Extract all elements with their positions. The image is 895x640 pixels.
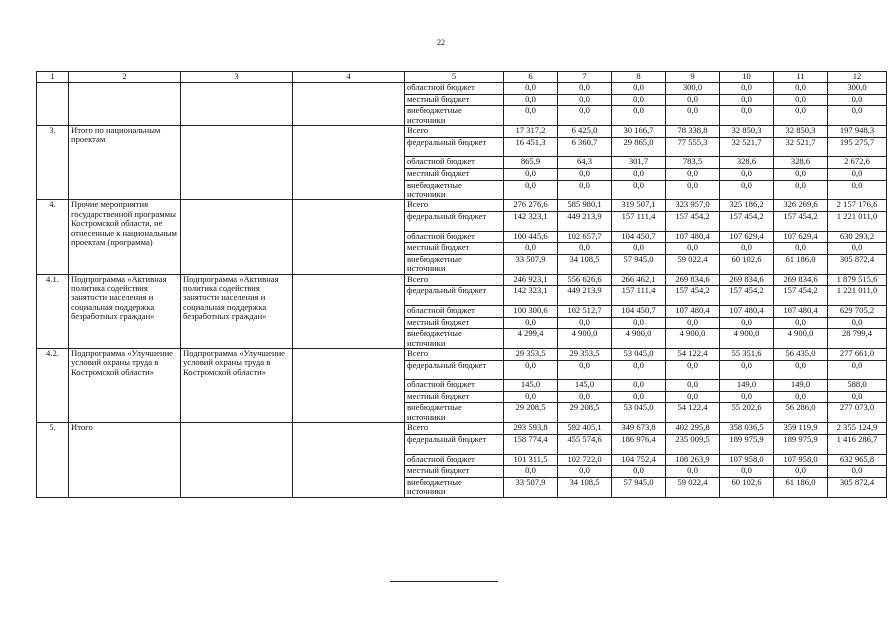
funding-source: Всего	[405, 200, 504, 212]
value-cell: 142 323,1	[504, 286, 558, 306]
value-cell: 0,0	[720, 391, 774, 403]
value-cell: 1 221 011,0	[828, 211, 887, 231]
value-cell: 104 450,7	[612, 305, 666, 317]
value-cell: 1 416 286,7	[828, 434, 887, 454]
value-cell: 29 208,5	[504, 403, 558, 423]
value-cell: 107 480,4	[666, 231, 720, 243]
value-cell: 195 275,7	[828, 137, 887, 157]
value-cell: 865,9	[504, 157, 558, 169]
value-cell: 0,0	[828, 94, 887, 106]
value-cell: 0,0	[666, 180, 720, 200]
value-cell: 632 965,8	[828, 454, 887, 466]
value-cell: 305 872,4	[828, 254, 887, 274]
value-cell: 32 521,7	[720, 137, 774, 157]
value-cell: 29 208,5	[558, 403, 612, 423]
funding-source: местный бюджет	[405, 168, 504, 180]
value-cell: 629 705,2	[828, 305, 887, 317]
value-cell: 0,0	[828, 391, 887, 403]
value-cell: 0,0	[666, 317, 720, 329]
value-cell: 4 299,4	[504, 329, 558, 349]
value-cell: 61 186,0	[774, 254, 828, 274]
page-number: 22	[437, 38, 445, 47]
funding-source: внебюджетные источники	[405, 106, 504, 126]
value-cell: 0,0	[558, 94, 612, 106]
value-cell: 0,0	[666, 168, 720, 180]
column-header: 5	[405, 72, 504, 83]
funding-source: местный бюджет	[405, 317, 504, 329]
value-cell: 0,0	[774, 168, 828, 180]
value-cell: 189 975,9	[720, 434, 774, 454]
value-cell: 157 454,2	[666, 286, 720, 306]
value-cell: 0,0	[612, 317, 666, 329]
value-cell: 349 673,8	[612, 423, 666, 435]
value-cell: 60 102,6	[720, 254, 774, 274]
column-header: 9	[666, 72, 720, 83]
funding-source: федеральный бюджет	[405, 286, 504, 306]
value-cell: 0,0	[720, 466, 774, 478]
table-row	[37, 423, 887, 435]
value-cell: 149,0	[720, 380, 774, 392]
value-cell: 104 752,4	[612, 454, 666, 466]
value-cell: 157 454,2	[774, 211, 828, 231]
funding-source: местный бюджет	[405, 391, 504, 403]
value-cell: 0,0	[666, 360, 720, 380]
value-cell: 277 661,0	[828, 348, 887, 360]
value-cell: 0,0	[720, 243, 774, 255]
row-number: 4.	[37, 200, 69, 274]
funding-source: федеральный бюджет	[405, 360, 504, 380]
value-cell: 56 435,0	[774, 348, 828, 360]
value-cell: 107 629,4	[720, 231, 774, 243]
value-cell: 107 629,4	[774, 231, 828, 243]
value-cell: 107 480,4	[720, 305, 774, 317]
value-cell: 449 213,9	[558, 211, 612, 231]
value-cell: 145,0	[558, 380, 612, 392]
footer-divider	[390, 581, 498, 582]
value-cell: 0,0	[504, 180, 558, 200]
value-cell: 197 948,3	[828, 126, 887, 138]
row-name: Подпрограмма «Активная политика содействия занятости населения и социальная поддержка безработных граждан»	[69, 274, 181, 348]
column-header: 2	[69, 72, 181, 83]
value-cell: 300,0	[828, 83, 887, 95]
value-cell: 0,0	[504, 360, 558, 380]
value-cell: 34 108,5	[558, 254, 612, 274]
value-cell: 0,0	[828, 243, 887, 255]
value-cell: 1 879 515,6	[828, 274, 887, 286]
value-cell: 0,0	[774, 180, 828, 200]
row-col4	[293, 274, 405, 348]
value-cell: 145,0	[504, 380, 558, 392]
column-header: 3	[181, 72, 293, 83]
value-cell: 56 286,0	[774, 403, 828, 423]
value-cell: 319 507,1	[612, 200, 666, 212]
value-cell: 29 353,5	[504, 348, 558, 360]
value-cell: 158 774,4	[504, 434, 558, 454]
value-cell: 55 351,6	[720, 348, 774, 360]
value-cell: 157 454,2	[720, 211, 774, 231]
value-cell: 0,0	[720, 317, 774, 329]
value-cell: 4 900,0	[666, 329, 720, 349]
column-header: 11	[774, 72, 828, 83]
table-row	[37, 274, 887, 286]
value-cell: 4 900,0	[612, 329, 666, 349]
value-cell: 0,0	[666, 94, 720, 106]
value-cell: 107 958,0	[774, 454, 828, 466]
value-cell: 186 976,4	[612, 434, 666, 454]
funding-source: Всего	[405, 423, 504, 435]
value-cell: 0,0	[828, 168, 887, 180]
value-cell: 323 957,0	[666, 200, 720, 212]
value-cell: 157 454,2	[774, 286, 828, 306]
value-cell: 102 512,7	[558, 305, 612, 317]
value-cell: 0,0	[504, 83, 558, 95]
value-cell: 6 425,0	[558, 126, 612, 138]
value-cell: 0,0	[612, 180, 666, 200]
value-cell: 33 507,9	[504, 477, 558, 497]
value-cell: 2 157 176,6	[828, 200, 887, 212]
row-col4	[293, 348, 405, 422]
row-executor	[181, 423, 293, 497]
value-cell: 55 202,6	[720, 403, 774, 423]
value-cell: 0,0	[666, 380, 720, 392]
value-cell: 17 317,2	[504, 126, 558, 138]
value-cell: 78 338,8	[666, 126, 720, 138]
value-cell: 0,0	[774, 466, 828, 478]
column-header: 6	[504, 72, 558, 83]
value-cell: 4 900,0	[774, 329, 828, 349]
value-cell: 32 850,3	[774, 126, 828, 138]
value-cell: 0,0	[558, 317, 612, 329]
value-cell: 16 451,3	[504, 137, 558, 157]
table-row	[37, 126, 887, 138]
value-cell: 0,0	[828, 317, 887, 329]
funding-source: Всего	[405, 348, 504, 360]
value-cell: 29 865,0	[612, 137, 666, 157]
row-col4	[293, 423, 405, 497]
funding-source: федеральный бюджет	[405, 434, 504, 454]
value-cell: 0,0	[612, 466, 666, 478]
value-cell: 53 045,0	[612, 348, 666, 360]
funding-source: федеральный бюджет	[405, 137, 504, 157]
header-row	[37, 72, 887, 83]
value-cell: 32 521,7	[774, 137, 828, 157]
funding-source: внебюджетные источники	[405, 254, 504, 274]
row-col4	[293, 200, 405, 274]
value-cell: 107 958,0	[720, 454, 774, 466]
funding-source: областной бюджет	[405, 454, 504, 466]
value-cell: 277 073,0	[828, 403, 887, 423]
value-cell: 0,0	[612, 168, 666, 180]
column-header: 1	[37, 72, 69, 83]
funding-source: внебюджетные источники	[405, 403, 504, 423]
value-cell: 293 593,8	[504, 423, 558, 435]
value-cell: 0,0	[720, 106, 774, 126]
value-cell: 0,0	[558, 180, 612, 200]
table-row	[37, 348, 887, 360]
value-cell: 0,0	[558, 466, 612, 478]
value-cell: 266 462,1	[612, 274, 666, 286]
value-cell: 235 009,5	[666, 434, 720, 454]
value-cell: 0,0	[612, 380, 666, 392]
value-cell: 28 799,4	[828, 329, 887, 349]
value-cell: 0,0	[504, 466, 558, 478]
value-cell: 33 507,9	[504, 254, 558, 274]
value-cell: 0,0	[612, 106, 666, 126]
column-header: 12	[828, 72, 887, 83]
value-cell: 6 360,7	[558, 137, 612, 157]
value-cell: 449 213,9	[558, 286, 612, 306]
funding-source: местный бюджет	[405, 94, 504, 106]
value-cell: 0,0	[612, 83, 666, 95]
funding-source: областной бюджет	[405, 305, 504, 317]
value-cell: 0,0	[774, 360, 828, 380]
funding-source: федеральный бюджет	[405, 211, 504, 231]
value-cell: 0,0	[558, 391, 612, 403]
value-cell: 0,0	[720, 168, 774, 180]
value-cell: 64,3	[558, 157, 612, 169]
value-cell: 189 975,9	[774, 434, 828, 454]
value-cell: 2 672,6	[828, 157, 887, 169]
funding-source: областной бюджет	[405, 380, 504, 392]
value-cell: 61 186,0	[774, 477, 828, 497]
value-cell: 0,0	[828, 180, 887, 200]
funding-source: областной бюджет	[405, 83, 504, 95]
funding-source: областной бюджет	[405, 231, 504, 243]
value-cell: 0,0	[612, 243, 666, 255]
funding-source: Всего	[405, 126, 504, 138]
value-cell: 300,0	[666, 83, 720, 95]
row-name: Итого	[69, 423, 181, 497]
table-row	[37, 200, 887, 212]
value-cell: 402 295,8	[666, 423, 720, 435]
value-cell: 0,0	[774, 391, 828, 403]
value-cell: 104 450,7	[612, 231, 666, 243]
value-cell: 53 045,0	[612, 403, 666, 423]
value-cell: 0,0	[666, 243, 720, 255]
value-cell: 585 980,1	[558, 200, 612, 212]
column-header: 7	[558, 72, 612, 83]
funding-source: областной бюджет	[405, 157, 504, 169]
value-cell: 102 722,0	[558, 454, 612, 466]
value-cell: 269 834,6	[666, 274, 720, 286]
value-cell: 157 111,4	[612, 211, 666, 231]
value-cell: 0,0	[720, 94, 774, 106]
value-cell: 0,0	[612, 94, 666, 106]
budget-table	[36, 71, 887, 498]
column-header: 8	[612, 72, 666, 83]
value-cell: 32 850,3	[720, 126, 774, 138]
row-name	[69, 83, 181, 126]
value-cell: 101 311,5	[504, 454, 558, 466]
value-cell: 0,0	[720, 83, 774, 95]
value-cell: 142 323,1	[504, 211, 558, 231]
value-cell: 100 445,6	[504, 231, 558, 243]
row-number: 4.1.	[37, 274, 69, 348]
row-name: Подпрограмма «Улучшение условий охраны труда в Костромской области»	[69, 348, 181, 422]
value-cell: 0,0	[774, 243, 828, 255]
value-cell: 2 355 124,9	[828, 423, 887, 435]
value-cell: 276 276,6	[504, 200, 558, 212]
value-cell: 588,0	[828, 380, 887, 392]
value-cell: 783,5	[666, 157, 720, 169]
value-cell: 0,0	[558, 83, 612, 95]
value-cell: 59 022,4	[666, 254, 720, 274]
table-row	[37, 83, 887, 95]
value-cell: 326 269,6	[774, 200, 828, 212]
row-executor: Подпрограмма «Активная политика содействия занятости населения и социальная поддержка безработных граждан»	[181, 274, 293, 348]
row-executor: Подпрограмма «Улучшение условий охраны труда в Костромской области»	[181, 348, 293, 422]
row-name: Итого по национальным проектам	[69, 126, 181, 200]
value-cell: 107 480,4	[774, 305, 828, 317]
funding-source: Всего	[405, 274, 504, 286]
row-executor	[181, 200, 293, 274]
value-cell: 77 555,3	[666, 137, 720, 157]
row-number: 3.	[37, 126, 69, 200]
value-cell: 57 945,0	[612, 477, 666, 497]
value-cell: 149,0	[774, 380, 828, 392]
value-cell: 34 108,5	[558, 477, 612, 497]
value-cell: 0,0	[720, 180, 774, 200]
value-cell: 0,0	[666, 391, 720, 403]
value-cell: 358 036,5	[720, 423, 774, 435]
value-cell: 556 626,6	[558, 274, 612, 286]
value-cell: 0,0	[666, 466, 720, 478]
row-number: 5.	[37, 423, 69, 497]
row-number: 4.2.	[37, 348, 69, 422]
value-cell: 246 923,1	[504, 274, 558, 286]
value-cell: 269 834,6	[774, 274, 828, 286]
value-cell: 0,0	[774, 94, 828, 106]
value-cell: 59 022,4	[666, 477, 720, 497]
value-cell: 157 111,4	[612, 286, 666, 306]
funding-source: внебюджетные источники	[405, 477, 504, 497]
value-cell: 305 872,4	[828, 477, 887, 497]
value-cell: 0,0	[774, 106, 828, 126]
value-cell: 359 119,9	[774, 423, 828, 435]
value-cell: 157 454,2	[720, 286, 774, 306]
row-number	[37, 83, 69, 126]
row-col4	[293, 126, 405, 200]
value-cell: 29 353,5	[558, 348, 612, 360]
value-cell: 328,6	[774, 157, 828, 169]
funding-source: внебюджетные источники	[405, 180, 504, 200]
value-cell: 0,0	[504, 106, 558, 126]
value-cell: 4 900,0	[558, 329, 612, 349]
row-executor	[181, 126, 293, 200]
value-cell: 630 293,2	[828, 231, 887, 243]
value-cell: 0,0	[558, 360, 612, 380]
value-cell: 455 574,6	[558, 434, 612, 454]
value-cell: 157 454,2	[666, 211, 720, 231]
value-cell: 269 834,6	[720, 274, 774, 286]
value-cell: 0,0	[828, 106, 887, 126]
value-cell: 592 405,1	[558, 423, 612, 435]
value-cell: 54 122,4	[666, 403, 720, 423]
value-cell: 0,0	[666, 106, 720, 126]
value-cell: 0,0	[612, 360, 666, 380]
value-cell: 60 102,6	[720, 477, 774, 497]
value-cell: 0,0	[720, 360, 774, 380]
column-header: 10	[720, 72, 774, 83]
value-cell: 54 122,4	[666, 348, 720, 360]
value-cell: 0,0	[774, 83, 828, 95]
value-cell: 0,0	[558, 106, 612, 126]
value-cell: 102 657,7	[558, 231, 612, 243]
funding-source: внебюджетные источники	[405, 329, 504, 349]
value-cell: 57 945,0	[612, 254, 666, 274]
value-cell: 108 263,9	[666, 454, 720, 466]
value-cell: 107 480,4	[666, 305, 720, 317]
value-cell: 328,6	[720, 157, 774, 169]
value-cell: 100 300,6	[504, 305, 558, 317]
value-cell: 1 221 011,0	[828, 286, 887, 306]
row-name: Прочие мероприятия государственной программы Костромской области, не отнесенные к национальным проектам (программа)	[69, 200, 181, 274]
value-cell: 0,0	[558, 243, 612, 255]
value-cell: 0,0	[828, 360, 887, 380]
funding-source: местный бюджет	[405, 466, 504, 478]
value-cell: 0,0	[504, 391, 558, 403]
value-cell: 0,0	[504, 243, 558, 255]
value-cell: 4 900,0	[720, 329, 774, 349]
value-cell: 325 186,2	[720, 200, 774, 212]
row-executor	[181, 83, 293, 126]
row-col4	[293, 83, 405, 126]
value-cell: 0,0	[558, 168, 612, 180]
value-cell: 0,0	[504, 317, 558, 329]
value-cell: 30 166,7	[612, 126, 666, 138]
value-cell: 301,7	[612, 157, 666, 169]
value-cell: 0,0	[774, 317, 828, 329]
value-cell: 0,0	[504, 94, 558, 106]
column-header: 4	[293, 72, 405, 83]
value-cell: 0,0	[504, 168, 558, 180]
value-cell: 0,0	[612, 391, 666, 403]
funding-source: местный бюджет	[405, 243, 504, 255]
value-cell: 0,0	[828, 466, 887, 478]
